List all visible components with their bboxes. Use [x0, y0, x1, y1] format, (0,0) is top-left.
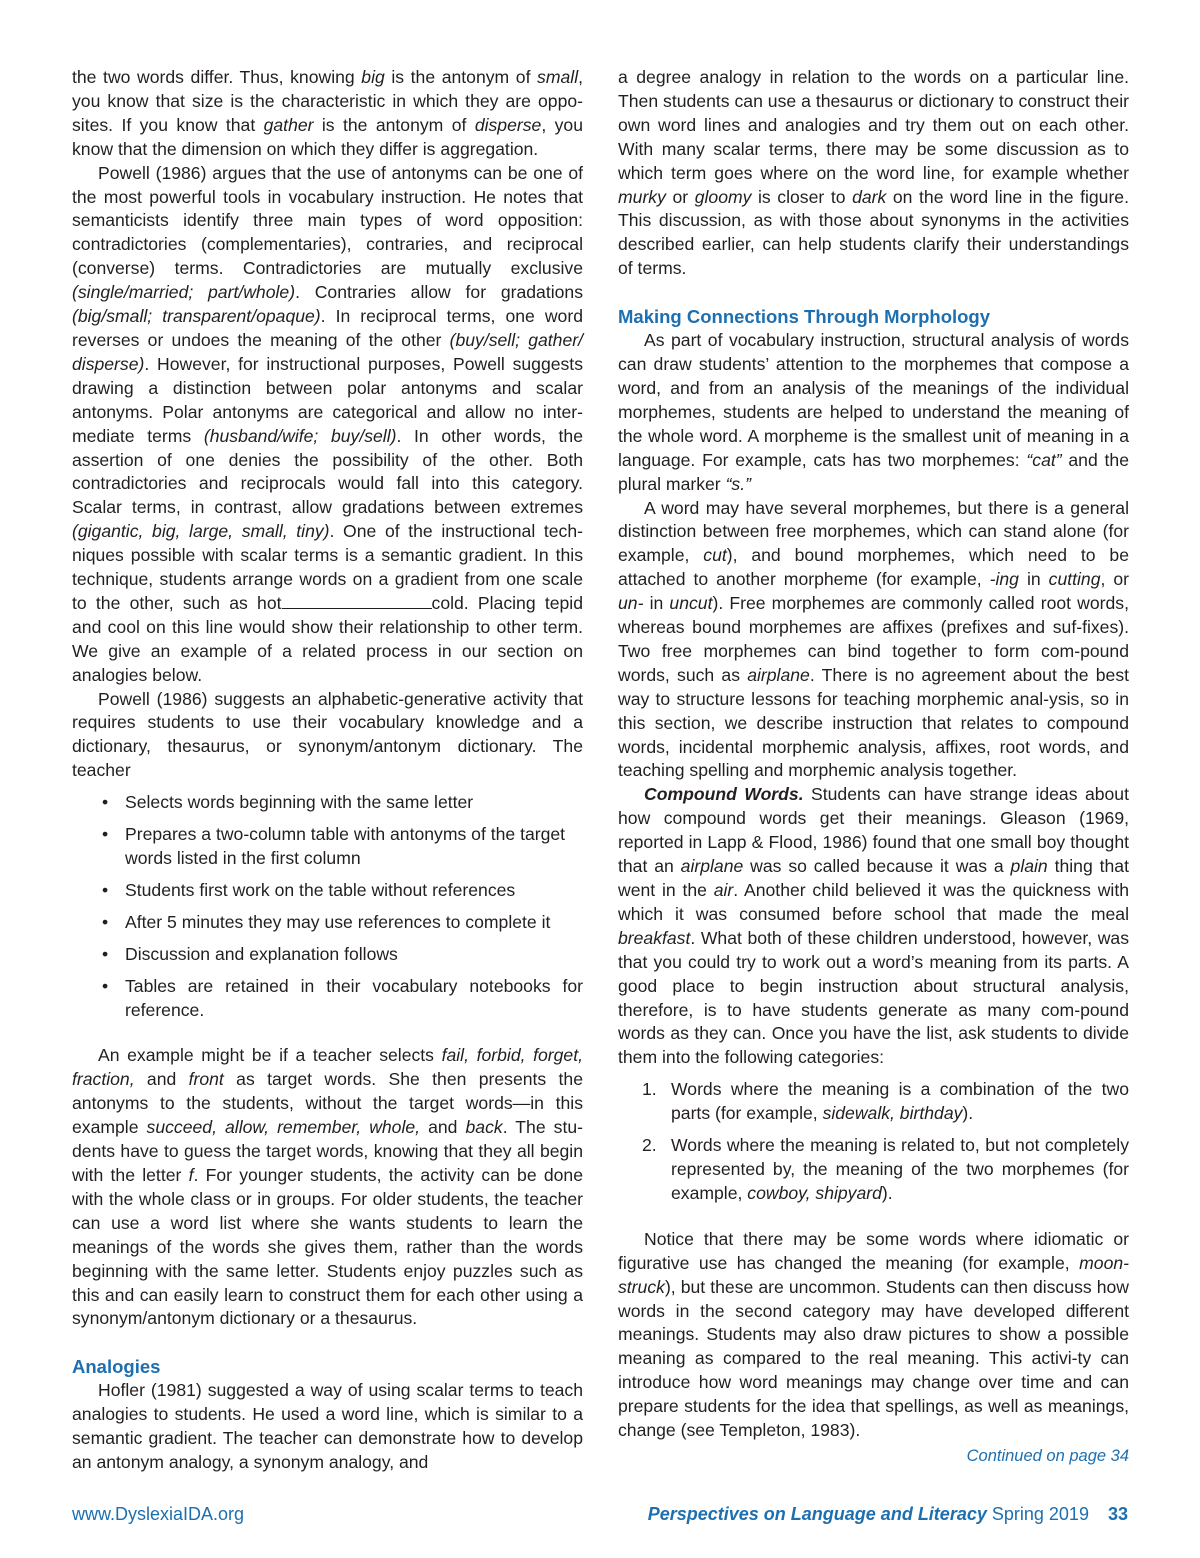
- footer-website: www.DyslexiaIDA.org: [72, 1504, 245, 1524]
- text-run: An example might be if a teacher selects: [98, 1045, 442, 1066]
- page-number: 33: [1107, 1504, 1128, 1524]
- text-run: ), and bound morphemes, which need to be attached to another morpheme (for example,: [618, 545, 1129, 590]
- emphasis-text: “s.”: [725, 473, 751, 494]
- emphasis-text: uncut: [669, 593, 713, 614]
- emphasis-text: (single/married; part/whole): [72, 282, 296, 303]
- text-run: . In other words, the assertion of one denies the possibility of the other. Both contradictories and reciprocals would fall into this category. Scalar terms, in contrast, allow gradations between extremes: [72, 425, 583, 518]
- emphasis-text: cut: [703, 545, 727, 566]
- list-item: • Students first work on the table without references: [72, 879, 583, 903]
- emphasis-text: disperse: [474, 114, 542, 135]
- numbered-list: [618, 1078, 1129, 1206]
- text-run: or: [665, 186, 695, 207]
- text-run: and: [420, 1117, 466, 1138]
- emphasis-text: gather: [263, 114, 314, 135]
- emphasis-text: airplane: [680, 856, 744, 877]
- list-item: • Prepares a two-column table with antonyms of the target words listed in the first column: [72, 823, 583, 871]
- fill-in-blank-line: [282, 592, 432, 609]
- paragraph: Hofler (1981) suggested a way of using scalar terms to teach analogies to students. He used a word line, which is similar to a semantic gradient. The teacher can demonstrate how to develop an antonym analogy, a synonym analogy, and: [72, 1380, 583, 1473]
- emphasis-text: small: [537, 67, 579, 87]
- list-item: [618, 1134, 1129, 1206]
- text-run: cold. Placing tepid and cool on this line would show their relationship to other term. We give an example of a related process in our section on analogies below.: [72, 592, 583, 685]
- emphasis-text: front: [188, 1069, 224, 1090]
- text-run: ).: [962, 1103, 974, 1124]
- list-item: [618, 1078, 1129, 1126]
- text-run: is closer to: [751, 186, 853, 207]
- text-run: Words where the meaning is related to, but not completely represented by, the meaning of the two morphemes (for example,: [671, 1135, 1129, 1203]
- emphasis-text: cowboy, shipyard: [747, 1182, 882, 1203]
- text-run: . One of the instructional tech-niques possible with scalar terms is a semantic gradient. In this technique, students arrange words on a gradient from one scale to the other, such as hot: [72, 521, 583, 613]
- emphasis-text: air: [713, 880, 734, 900]
- text-run: ), but these are uncommon. Students can then discuss how words in the second category may have developed different meanings. Students may also draw pictures to show a possible meaning as compared to the real meaning. This activi-ty can introduce how word meanings may change over time and can prepare students for the idea that spellings, as well as meanings, change (see Templeton, 1983).: [618, 1276, 1129, 1441]
- text-run: thing that went in the: [618, 856, 1129, 900]
- text-run: ).: [881, 1182, 893, 1203]
- emphasis-text: airplane: [747, 664, 810, 685]
- paragraph: [72, 1044, 583, 1331]
- text-run: . Another child believed it was the quickness with which it was consumed before school that made the meal: [618, 880, 1129, 924]
- text-run: . The stu-dents have to guess the target words, knowing that they all begin with the letter: [72, 1117, 583, 1185]
- paragraph: Powell (1986) suggests an alphabetic-generative activity that requires students to use their vocabulary knowledge and a dictionary, thesaurus, or synonym/antonym dictionary. The teacher: [72, 688, 583, 781]
- emphasis-text: plain: [1010, 856, 1048, 877]
- section-heading-analogies: Analogies: [72, 1356, 161, 1378]
- text-run: . However, for instructional purposes, Powell suggests drawing a distinction between polar antonyms and scalar antonyms. Polar antonyms are categorical and allow no inter-mediate terms: [72, 353, 583, 446]
- emphasis-text: (big/small; transparent/opaque): [72, 306, 321, 327]
- text-run: the two words differ. Thus, knowing: [72, 67, 362, 87]
- text-run: As part of vocabulary instruction, structural analysis of words can draw students’ attention to the morphemes that compose a word, and from an analysis of the meanings of the individual morphemes, students are helped to understand the meaning of the whole word. A morpheme is the smallest unit of meaning in a language. For example, cats has two morphemes:: [618, 330, 1129, 470]
- paragraph: [72, 162, 583, 688]
- text-run: is the antonym of: [384, 67, 538, 87]
- text-run: , you know that the dimension on which they differ is aggregation.: [72, 114, 583, 159]
- emphasis-text: back: [465, 1117, 503, 1138]
- text-run: . What both of these children understood, however, was that you could try to work out a word’s meaning from its parts. A good place to begin instruction about structural analysis, therefore, is to have students generate as many com-pound words as they can. Once you have the list, ask students to divide them into the following categories:: [618, 927, 1129, 1068]
- emphasis-text: (gigantic, big, large, small, tiny): [72, 521, 330, 542]
- paragraph: [72, 66, 583, 162]
- emphasis-text: moon-struck: [618, 1252, 1129, 1297]
- list-item-text: [671, 1135, 1129, 1203]
- list-item-text: [671, 1079, 1129, 1123]
- text-run: , you know that size is the characteristic in which they are oppo-sites. If you know that: [72, 67, 583, 135]
- emphasis-text: sidewalk, birthday: [822, 1103, 963, 1124]
- footer-journal: [648, 1504, 1128, 1525]
- text-run: as target words. She then presents the antonyms to the students, without the target words—in this example: [72, 1069, 583, 1138]
- text-run: , or: [1100, 569, 1129, 590]
- emphasis-text: murky: [618, 186, 666, 207]
- emphasis-text: un-: [618, 593, 644, 614]
- journal-issue: Spring 2019: [991, 1504, 1089, 1524]
- text-run: . There is no agreement about the best way to structure lessons for teaching morphemic anal-ysis, so in this section, we describe instruction that relates to compound words, incidental morphemic analysis, affixes, root words, and teaching spelling and morphemic analysis together.: [618, 664, 1129, 781]
- paragraph: [618, 329, 1129, 496]
- paragraph: [618, 66, 1129, 281]
- text-run: . In reciprocal terms, one word reverses or undoes the meaning of the other: [72, 306, 583, 350]
- emphasis-text: fail, forbid, forget, fraction,: [72, 1045, 583, 1090]
- text-run: in: [1018, 569, 1049, 590]
- right-column: [618, 66, 1129, 1469]
- text-run: Students can have strange ideas about how compound words get their meanings. Gleason (1969, reported in Lapp & Flood, 1986) found that one small boy thought that an: [618, 784, 1129, 877]
- text-run: on the word line in the figure. This discussion, as with those about synonyms in the activities described earlier, can help students clarify their understandings of terms.: [618, 186, 1129, 279]
- text-run: A word may have several morphemes, but there is a general distinction between free morphemes, which can stand alone (for example,: [618, 497, 1129, 566]
- list-item: • Discussion and explanation follows: [72, 943, 583, 967]
- emphasis-text: -ing: [989, 569, 1019, 590]
- list-item: • After 5 minutes they may use references to complete it: [72, 911, 583, 935]
- text-run: in: [643, 593, 670, 614]
- run-in-heading: Compound Words.: [644, 784, 804, 805]
- list-number: 2.: [642, 1135, 657, 1156]
- text-run: Powell (1986) argues that the use of antonyms can be one of the most powerful tools in vocabulary instruction. He notes that semanticists identify three main types of word opposition: contradictories (complementaries), contraries, and reciprocal (converse) terms. Contradictories are mutually exclusive: [72, 162, 583, 279]
- text-run: was so called because it was a: [743, 856, 1011, 877]
- emphasis-text: (husband/wife; buy/sell): [203, 425, 397, 446]
- text-run: Words where the meaning is a combination of the two parts (for example,: [671, 1079, 1129, 1124]
- paragraph: [618, 497, 1129, 784]
- text-run: . Contraries allow for gradations: [295, 282, 583, 303]
- text-run: Notice that there may be some words where idiomatic or figurative use has changed the meaning (for example,: [618, 1228, 1129, 1273]
- text-run: is the antonym of: [313, 114, 475, 135]
- emphasis-text: (buy/sell; gather/ disperse): [72, 329, 583, 374]
- emphasis-text: “cat”: [1026, 449, 1062, 470]
- text-run: ). Free morphemes are commonly called root words, whereas bound morphemes are affixes (prefixes and suf-fixes). Two free morphemes can bind together to form com-pound words, such as: [618, 593, 1129, 685]
- emphasis-text: cutting: [1048, 569, 1101, 590]
- list-number: 1.: [642, 1079, 657, 1100]
- emphasis-text: f: [188, 1164, 194, 1185]
- left-column: [72, 66, 583, 1475]
- emphasis-text: succeed, allow, remember, whole,: [146, 1117, 421, 1138]
- text-run: and: [134, 1069, 189, 1090]
- journal-title: Perspectives on Language and Literacy: [647, 1504, 987, 1524]
- emphasis-text: dark: [852, 186, 887, 207]
- text-run: . For younger students, the activity can be done with the whole class or in groups. For older students, the teacher can use a word list where she wants students to learn the meanings of the words she gives them, rather than the words beginning with the same letter. Students enjoy puzzles such as this and can easily learn to construct them for each other using a synonym/antonym dictionary or a thesaurus.: [72, 1164, 583, 1329]
- text-run: a degree analogy in relation to the words on a particular line. Then students can use a thesaurus or dictionary to construct their own word lines and analogies and try them out on each other. With many scalar terms, there may be some discussion as to which term goes where on the word line, for example whether: [618, 67, 1129, 183]
- list-item: • Selects words beginning with the same letter: [72, 791, 583, 815]
- paragraph: [618, 1228, 1129, 1443]
- list-item: • Tables are retained in their vocabulary notebooks for reference.: [72, 975, 583, 1023]
- emphasis-text: big: [361, 67, 385, 87]
- paragraph: [618, 783, 1129, 1070]
- section-heading-morphology: Making Connections Through Morphology: [618, 306, 991, 328]
- emphasis-text: breakfast: [618, 927, 691, 948]
- bullet-list: [72, 791, 583, 1022]
- text-run: and the plural marker: [618, 449, 1130, 494]
- continued-note: Continued on page 34: [966, 1446, 1129, 1465]
- emphasis-text: gloomy: [694, 186, 752, 207]
